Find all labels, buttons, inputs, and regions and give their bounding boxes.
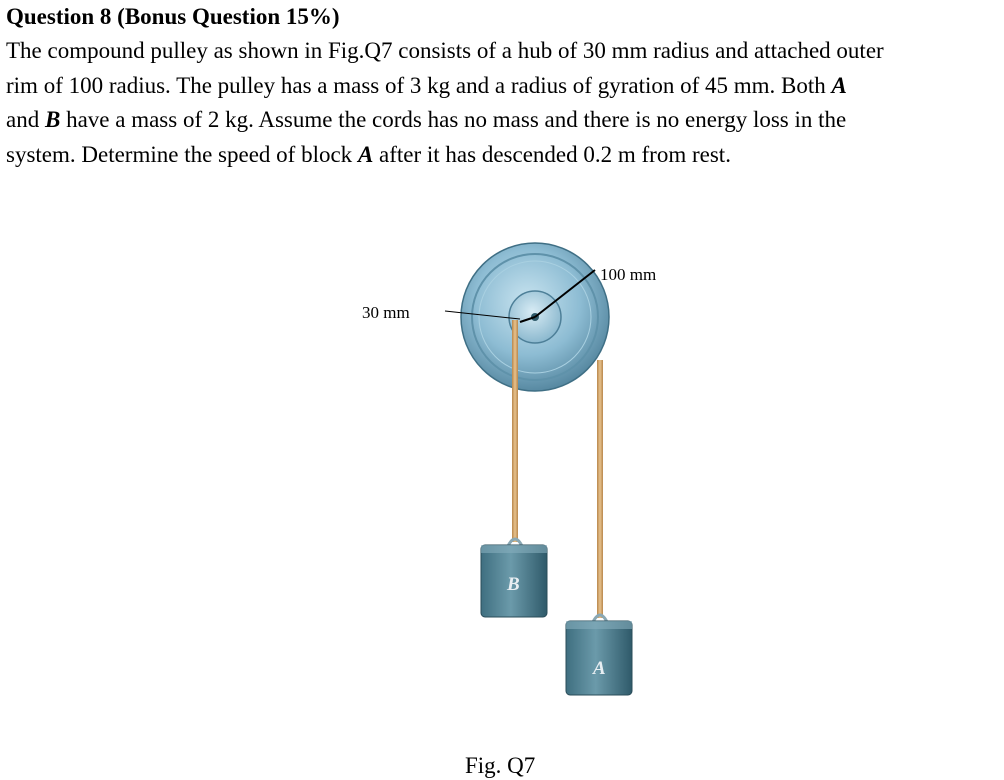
- problem-text: after it has descended 0.2 m from rest.: [373, 141, 731, 167]
- problem-text: The compound pulley as shown in Fig.Q7 consists of a hub of 30 mm radius and attached outer: [6, 38, 884, 63]
- problem-text: and: [6, 107, 45, 132]
- rope-b: [512, 320, 518, 542]
- block-b-reference: B: [44, 107, 61, 132]
- block-a-reference: A: [831, 72, 847, 98]
- problem-line-1: [6, 34, 1002, 69]
- pulley-figure: [350, 240, 710, 710]
- outer-radius-label: 100 mm: [600, 265, 657, 284]
- block-a-top: [566, 621, 632, 629]
- problem-line-4: [6, 138, 1002, 173]
- block-b-top: [481, 545, 547, 553]
- rope-a: [597, 360, 603, 618]
- block-a-label: A: [593, 658, 606, 679]
- pulley-diagram: [350, 240, 710, 710]
- block-b-label: B: [507, 574, 520, 595]
- problem-text: rim of 100 radius. The pulley has a mass of 3 kg and a radius of gyration of 45 mm. Both: [6, 72, 832, 98]
- block-a-reference: A: [357, 141, 374, 167]
- problem-line-3: [6, 103, 1002, 138]
- problem-text: have a mass of 2 kg. Assume the cords has no mass and there is no energy loss in the: [60, 107, 847, 132]
- problem-text: system. Determine the speed of block: [6, 141, 358, 167]
- problem-statement: [6, 34, 1002, 172]
- hub-radius-label: 30 mm: [362, 303, 410, 322]
- question-heading: Question 8 (Bonus Question 15%): [6, 4, 340, 29]
- figure-caption: Fig. Q7: [465, 753, 536, 778]
- problem-line-2: [6, 69, 1002, 104]
